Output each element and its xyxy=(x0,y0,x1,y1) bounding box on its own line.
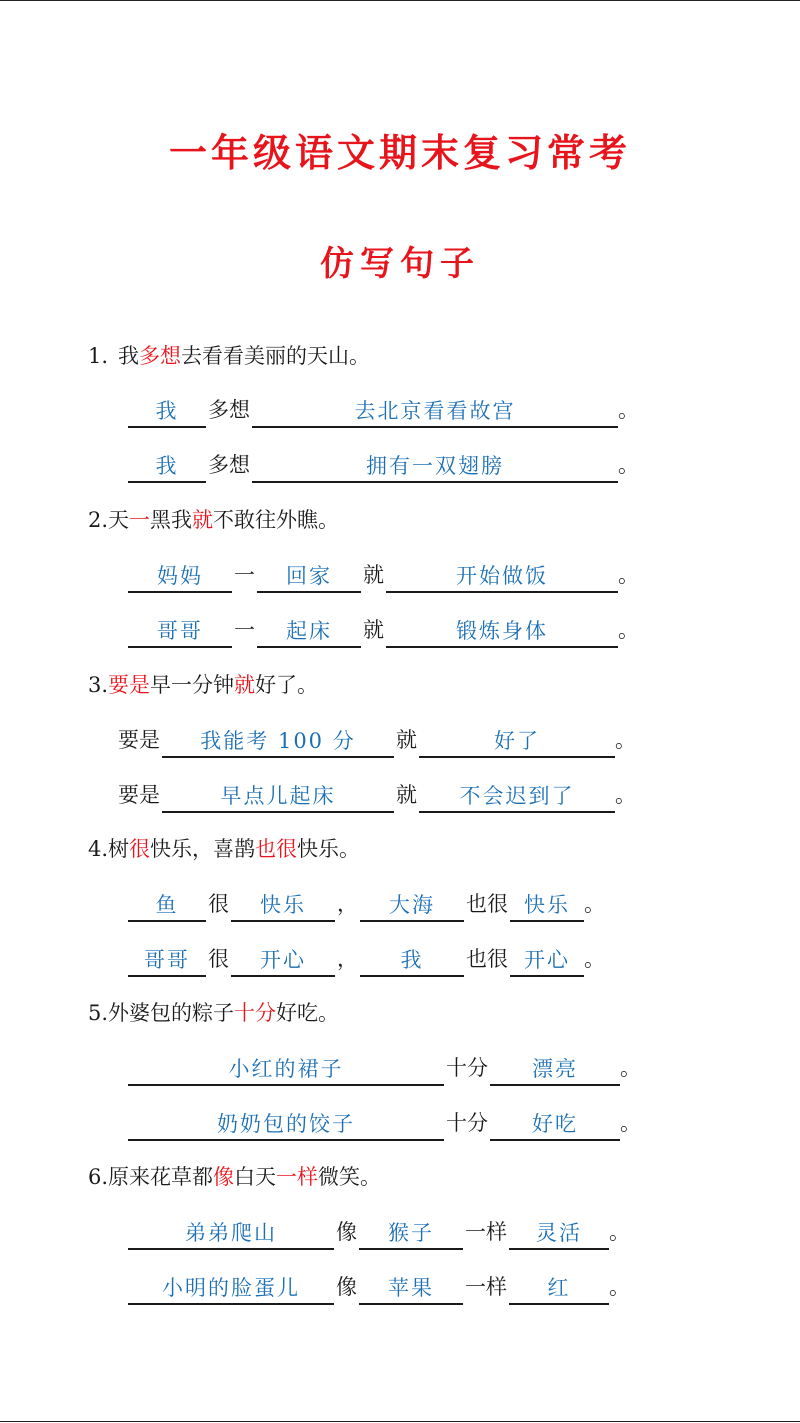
fixed-word: 也很 xyxy=(466,947,508,971)
answer-blank: 拥有一双翅膀 xyxy=(252,451,618,483)
question-text: 树 xyxy=(108,837,130,861)
answer-2b xyxy=(128,612,639,648)
period: 。 xyxy=(609,1275,630,1299)
fixed-word: 要是 xyxy=(118,728,160,752)
answer-2a xyxy=(128,557,639,593)
answer-6a xyxy=(128,1214,630,1250)
answer-blank: 小红的裙子 xyxy=(128,1054,444,1086)
answer-4a xyxy=(128,886,605,922)
answer-blank: 鱼 xyxy=(128,890,206,922)
answer-blank: 猴子 xyxy=(359,1218,463,1250)
question-text: 我 xyxy=(118,344,140,368)
answer-blank: 我 xyxy=(128,451,206,483)
period: 。 xyxy=(584,947,605,971)
question-text: 快乐。 xyxy=(297,837,361,861)
question-text: 外婆包的粽子 xyxy=(108,1001,235,1025)
period: 。 xyxy=(609,1220,630,1244)
comma: ， xyxy=(337,892,358,916)
fixed-word: 一 xyxy=(234,618,255,642)
keyword: 很 xyxy=(129,837,151,861)
answer-blank: 灵活 xyxy=(509,1218,609,1250)
fixed-word: 要是 xyxy=(118,783,160,807)
page-title: 一年级语文期末复习常考 xyxy=(168,130,631,175)
keyword: 多想 xyxy=(139,344,182,368)
question-number: 4. xyxy=(88,837,109,861)
fixed-word: 多想 xyxy=(208,453,250,477)
period: 。 xyxy=(584,892,605,916)
question-text: 快乐，喜鹊 xyxy=(150,837,256,861)
answer-blank: 红 xyxy=(509,1273,609,1305)
question-1 xyxy=(88,338,370,374)
question-text: 好吃。 xyxy=(276,1001,340,1025)
keyword: 也很 xyxy=(255,837,298,861)
fixed-word: 一样 xyxy=(465,1275,507,1299)
fixed-word: 十分 xyxy=(446,1111,488,1135)
keyword: 十分 xyxy=(234,1001,277,1025)
answer-6b xyxy=(128,1269,630,1305)
period: 。 xyxy=(620,1111,641,1135)
question-number: 5. xyxy=(88,1001,109,1025)
answer-blank: 好了 xyxy=(419,726,615,758)
question-text: 好了。 xyxy=(255,673,319,697)
answer-3a xyxy=(116,722,636,758)
answer-blank: 快乐 xyxy=(510,890,584,922)
keyword: 要是 xyxy=(108,673,151,697)
question-text: 早一分钟 xyxy=(150,673,235,697)
keyword: 一 xyxy=(129,508,151,532)
answer-5a xyxy=(128,1050,641,1086)
answer-blank: 哥哥 xyxy=(128,616,232,648)
answer-blank: 苹果 xyxy=(359,1273,463,1305)
question-number: 6. xyxy=(88,1165,109,1189)
keyword: 像 xyxy=(213,1165,235,1189)
keyword: 就 xyxy=(234,673,256,697)
question-number: 3. xyxy=(88,673,109,697)
answer-blank: 大海 xyxy=(360,890,464,922)
answer-blank: 早点儿起床 xyxy=(162,781,394,813)
question-text: 黑我 xyxy=(150,508,193,532)
period: 。 xyxy=(618,563,639,587)
answer-blank: 好吃 xyxy=(490,1109,620,1141)
fixed-word: 就 xyxy=(363,563,384,587)
question-text: 微笑。 xyxy=(318,1165,382,1189)
answer-blank: 锻炼身体 xyxy=(386,616,618,648)
question-number: 2. xyxy=(88,508,109,532)
answer-blank: 哥哥 xyxy=(128,945,206,977)
comma: ， xyxy=(337,947,358,971)
answer-blank: 漂亮 xyxy=(490,1054,620,1086)
question-5 xyxy=(88,995,339,1031)
answer-4b xyxy=(128,941,605,977)
period: 。 xyxy=(620,1056,641,1080)
answer-blank: 开始做饭 xyxy=(386,561,618,593)
fixed-word: 很 xyxy=(208,892,229,916)
answer-5b xyxy=(128,1105,641,1141)
answer-blank: 去北京看看故宫 xyxy=(252,396,618,428)
keyword: 就 xyxy=(192,508,214,532)
answer-blank: 开心 xyxy=(231,945,335,977)
period: 。 xyxy=(618,453,639,477)
period: 。 xyxy=(618,618,639,642)
question-number: 1. xyxy=(88,344,109,368)
answer-1a xyxy=(128,392,639,428)
period: 。 xyxy=(615,728,636,752)
fixed-word: 像 xyxy=(336,1275,357,1299)
fixed-word: 一样 xyxy=(465,1220,507,1244)
answer-blank: 奶奶包的饺子 xyxy=(128,1109,444,1141)
period: 。 xyxy=(618,398,639,422)
question-text: 原来花草都 xyxy=(108,1165,214,1189)
answer-blank: 开心 xyxy=(510,945,584,977)
answer-blank: 妈妈 xyxy=(128,561,232,593)
question-4 xyxy=(88,831,360,867)
answer-3b xyxy=(116,777,636,813)
fixed-word: 一 xyxy=(234,563,255,587)
answer-blank: 快乐 xyxy=(231,890,335,922)
fixed-word: 就 xyxy=(363,618,384,642)
question-6 xyxy=(88,1159,381,1195)
bottom-border xyxy=(0,1421,800,1422)
question-text: 天 xyxy=(108,508,130,532)
answer-blank: 不会迟到了 xyxy=(419,781,615,813)
answer-blank: 回家 xyxy=(257,561,361,593)
fixed-word: 也很 xyxy=(466,892,508,916)
fixed-word: 就 xyxy=(396,783,417,807)
question-3 xyxy=(88,667,318,703)
answer-blank: 起床 xyxy=(257,616,361,648)
period: 。 xyxy=(615,783,636,807)
answer-blank: 我 xyxy=(128,396,206,428)
fixed-word: 十分 xyxy=(446,1056,488,1080)
answer-1b xyxy=(128,447,639,483)
top-border xyxy=(0,0,800,1)
answer-blank: 我能考 100 分 xyxy=(162,726,394,758)
keyword: 一样 xyxy=(276,1165,319,1189)
question-text: 去看看美丽的天山。 xyxy=(181,344,371,368)
page-subtitle: 仿写句子 xyxy=(320,244,480,284)
fixed-word: 很 xyxy=(208,947,229,971)
fixed-word: 就 xyxy=(396,728,417,752)
answer-blank: 小明的脸蛋儿 xyxy=(128,1273,334,1305)
fixed-word: 像 xyxy=(336,1220,357,1244)
answer-blank: 弟弟爬山 xyxy=(128,1218,334,1250)
fixed-word: 多想 xyxy=(208,398,250,422)
answer-blank: 我 xyxy=(360,945,464,977)
question-text: 不敢往外瞧。 xyxy=(213,508,340,532)
question-text: 白天 xyxy=(234,1165,277,1189)
question-2 xyxy=(88,502,339,538)
